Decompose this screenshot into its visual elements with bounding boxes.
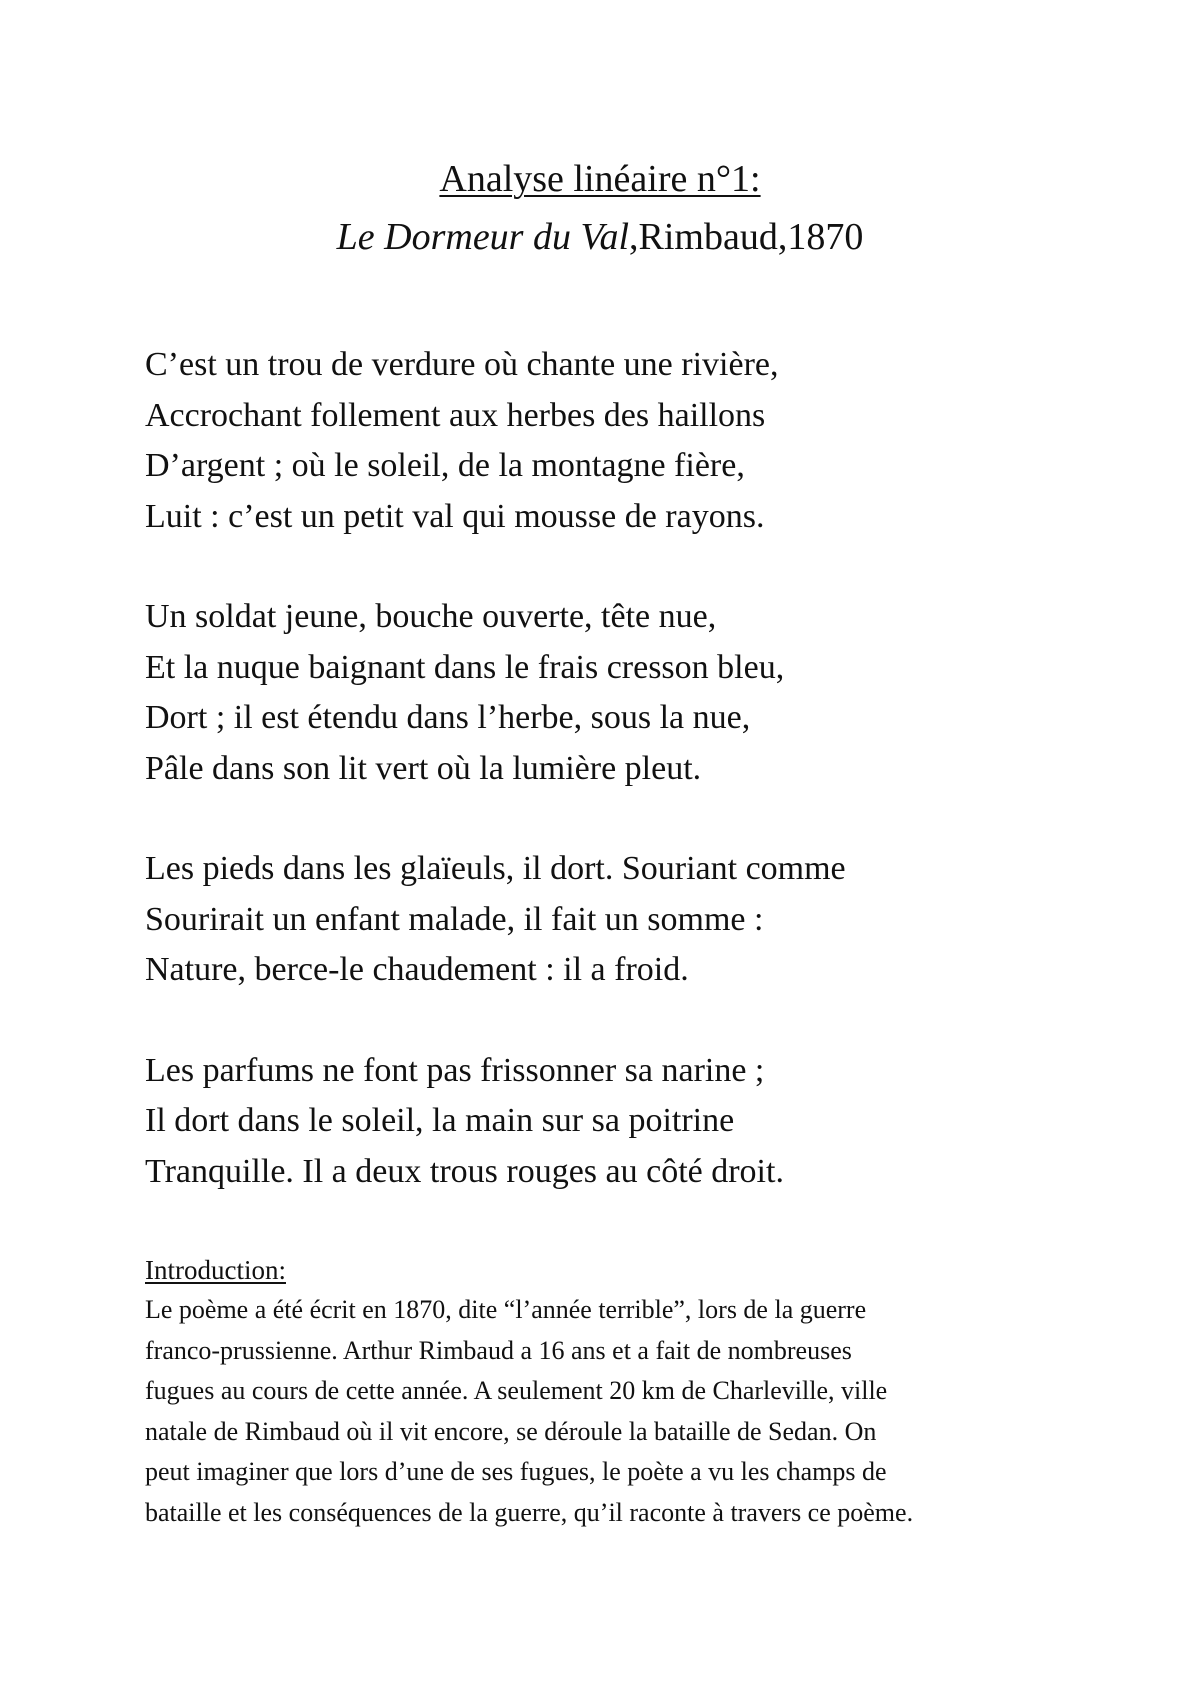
title-separator: , [777,216,788,258]
introduction-section [145,1250,1065,1533]
verse-line: Luit : c’est un petit val qui mousse de rayons. [145,497,765,535]
title-line-2 [0,208,1200,266]
title-separator: , [629,216,639,258]
verse-line: Accrochant follement aux herbes des haillons [145,396,766,434]
introduction-line: bataille et les conséquences de la guerre, qu’il raconte à travers ce poème. [145,1497,914,1527]
verse-line: Les pieds dans les glaïeuls, il dort. Souriant comme [145,850,846,887]
introduction-heading: Introduction: [145,1255,286,1285]
introduction-line: natale de Rimbaud où il vit encore, se déroule la bataille de Sedan. On [145,1416,877,1446]
verse-line: Il dort dans le soleil, la main sur sa poitrine [145,1102,735,1139]
introduction-line: Le poème a été écrit en 1870, dite “l’année terrible”, lors de la guerre [145,1295,867,1324]
verse-line: Les parfums ne font pas frissonner sa narine ; [145,1051,765,1089]
introduction-line: franco-prussienne. Arthur Rimbaud a 16 ans et a fait de nombreuses [145,1335,852,1365]
page-title: Analyse linéaire n°1: [439,158,761,200]
verse-line: Et la nuque baignant dans le frais cresson bleu, [145,648,785,686]
stanza-3 [145,844,1145,996]
verse-line: Dort ; il est étendu dans l’herbe, sous la nue, [145,699,751,736]
verse-line: C’est un trou de verdure où chante une rivière, [145,346,779,383]
introduction-line: fugues au cours de cette année. A seulement 20 km de Charleville, ville [145,1376,888,1405]
poem [145,340,1145,1247]
title-block [0,150,1200,266]
verse-line: Un soldat jeune, bouche ouverte, tête nue, [145,598,717,635]
poem-year: 1870 [787,216,864,258]
introduction-line: peut imaginer que lors d’une de ses fugues, le poète a vu les champs de [145,1457,887,1486]
stanza-4 [145,1046,1145,1198]
poem-title: Le Dormeur du Val [336,216,630,258]
verse-line: Tranquille. Il a deux trous rouges au côté droit. [145,1152,784,1190]
verse-line: Nature, berce-le chaudement : il a froid. [145,951,689,988]
verse-line: Pâle dans son lit vert où la lumière pleut. [145,749,702,787]
verse-line: Sourirait un enfant malade, il fait un somme : [145,900,764,938]
poem-author: Rimbaud [638,216,778,258]
stanza-1 [145,340,1145,542]
verse-line: D’argent ; où le soleil, de la montagne fière, [145,447,745,484]
title-line-1 [0,150,1200,208]
stanza-2 [145,592,1145,794]
